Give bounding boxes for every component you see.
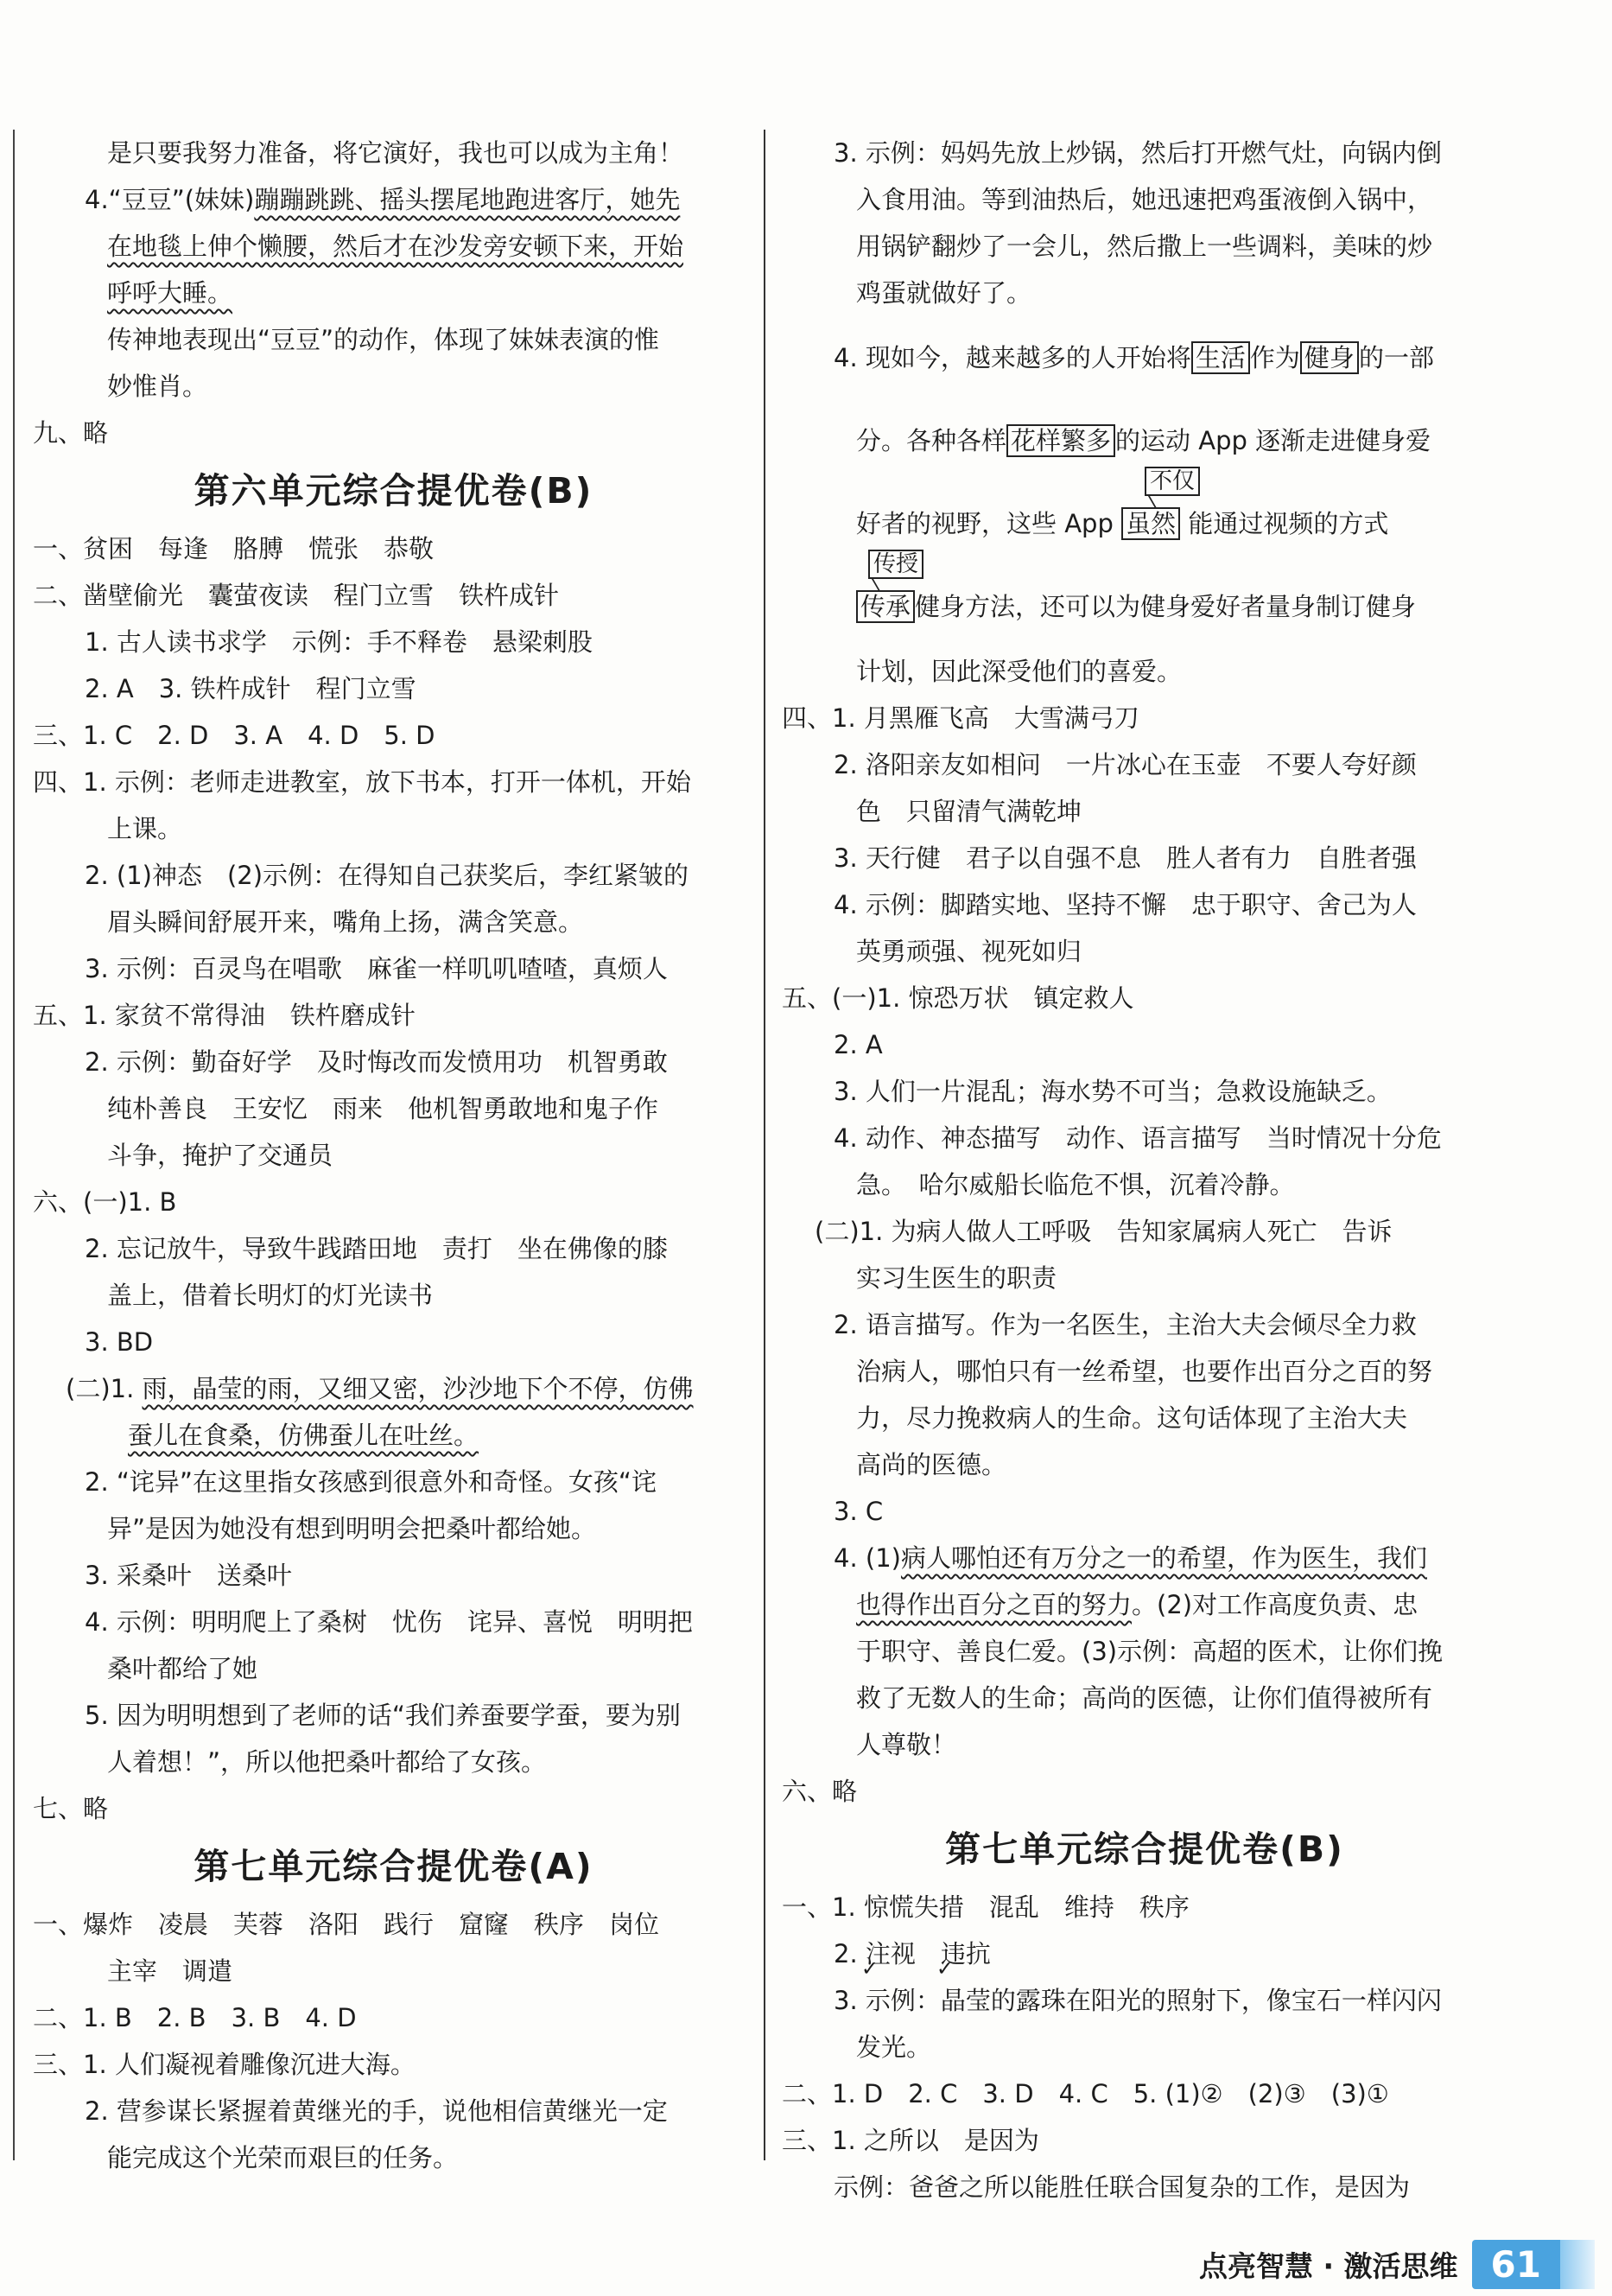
answer-line: 二、凿壁偷光 囊萤夜读 程门立雪 铁杵成针 <box>33 581 560 610</box>
answer-line: 二、1. D 2. C 3. D 4. C 5. (1)② (2)③ (3)① <box>782 2079 1389 2108</box>
answer-line: 斗争，掩护了交通员 <box>107 1141 333 1170</box>
answer-line: 3. BD <box>85 1327 154 1357</box>
answer-line: 3. 示例：妈妈先放上炒锅，然后打开燃气灶，向锅内倒 <box>834 138 1442 168</box>
answer-text: 抗 <box>965 1939 991 1968</box>
underlined-text: 也得作出百分之百的努力 <box>856 1590 1133 1619</box>
left-margin-rule <box>13 130 15 2160</box>
correction-insert: 不仅 <box>1145 467 1200 496</box>
page-number: 61 <box>1472 2240 1560 2289</box>
answer-line: 入食用油。等到油热后，她迅速把鸡蛋液倒入锅中， <box>856 185 1433 214</box>
answer-line: 2. (1)神态 (2)示例：在得知自己获奖后，李红紧皱的 <box>85 861 689 890</box>
answer-line: 异”是因为她没有想到明明会把桑叶都给她。 <box>107 1514 597 1543</box>
answer-line: 英勇顽强、视死如归 <box>856 937 1082 966</box>
boxed-word: 生活 <box>1191 341 1250 374</box>
answer-text: 。(2)对工作高度负责、忠 <box>1132 1590 1418 1619</box>
answer-line: 2. 营参谋长紧握着黄继光的手，说他相信黄继光一定 <box>85 2096 668 2126</box>
answer-line: 五、1. 家贫不常得油 铁杵磨成针 <box>33 1001 416 1030</box>
answer-line: 色 只留清气满乾坤 <box>856 797 1082 826</box>
underlined-text: 病人哪怕还有万分之一的希望，作为医生，我们 <box>900 1543 1427 1573</box>
answer-line: 人尊敬！ <box>856 1730 957 1759</box>
answer-line: 力，尽力挽救病人的生命。这句话体现了主治大夫 <box>856 1403 1408 1433</box>
answer-line: 4. 示例：明明爬上了桑树 忧伤 诧异、喜悦 明明把 <box>85 1607 693 1637</box>
answer-line: 三、1. 人们凝视着雕像沉进大海。 <box>33 2050 416 2079</box>
answer-line: 3. 示例：晶莹的露珠在阳光的照射下，像宝石一样闪闪 <box>834 1986 1442 2015</box>
answer-line: 二、1. B 2. B 3. B 4. D <box>33 2003 357 2032</box>
answer-line: 妙惟肖。 <box>107 372 208 401</box>
answer-text: 4.“豆豆”(妹妹) <box>85 185 255 214</box>
answer-line: 四、1. 示例：老师走进教室，放下书本，打开一体机，开始 <box>33 767 691 797</box>
answer-line: 实习生医生的职责 <box>856 1263 1057 1293</box>
answer-line <box>782 1581 1507 1628</box>
answer-line: 六、(一)1. B <box>33 1187 177 1217</box>
answer-line: 人着想！”，所以他把桑叶都给了女孩。 <box>107 1747 547 1777</box>
answer-line: 发光。 <box>856 2032 932 2062</box>
answer-line <box>33 1365 754 1412</box>
answer-line: 计划，因此深受他们的喜爱。 <box>856 657 1183 686</box>
answer-line: 九、略 <box>33 418 109 448</box>
answer-text: 的一部 <box>1358 343 1434 372</box>
answer-text: 2. 注 <box>834 1939 891 1968</box>
answer-text: 4. (1) <box>834 1543 901 1573</box>
answer-line: 一、贫困 每逢 胳膊 慌张 恭敬 <box>33 534 435 563</box>
page-footer <box>1199 2240 1560 2289</box>
answer-line <box>33 270 754 316</box>
right-column <box>782 130 1507 2210</box>
answer-line: 高尚的医德。 <box>856 1450 1007 1479</box>
answer-line: 3. 示例：百灵鸟在唱歌 麻雀一样叽叽喳喳，真烦人 <box>85 954 668 983</box>
answer-line: 2. A 3. 铁杵成针 程门立雪 <box>85 674 416 703</box>
answer-line: 六、略 <box>782 1777 858 1806</box>
answer-line: 示例：爸爸之所以能胜任联合国复杂的工作，是因为 <box>834 2172 1411 2202</box>
answer-line: 5. 因为明明想到了老师的话“我们养蚕要学蚕，要为别 <box>85 1701 681 1730</box>
answer-line: 四、1. 月黑雁飞高 大雪满弓刀 <box>782 703 1139 733</box>
answer-line: 七、略 <box>33 1794 109 1823</box>
answer-text: 好者的视野，这些 App <box>856 509 1122 538</box>
answer-line: 2. 语言描写。作为一名医生，主治大夫会倾尽全力救 <box>834 1310 1417 1339</box>
answer-line: 3. 天行健 君子以自强不息 胜人者有力 自胜者强 <box>834 843 1417 873</box>
answer-text: 能通过视频的方式 <box>1180 509 1389 538</box>
underlined-text: 雨，晶莹的雨，又细又密，沙沙地下个不停，仿佛 <box>142 1374 694 1403</box>
boxed-word: 健身 <box>1300 341 1359 374</box>
section-title: 第七单元综合提优卷(A) <box>194 1846 593 1887</box>
answer-line: 急。 哈尔威船长临危不惧，沉着冷静。 <box>856 1170 1295 1199</box>
answer-line: 盖上，借着长明灯的灯光读书 <box>107 1281 434 1310</box>
answer-text: 的运动 App 逐渐走进健身爱 <box>1115 426 1431 455</box>
answer-line <box>782 1930 1507 1977</box>
underlined-text: 蚕儿在食桑，仿佛蚕儿在吐丝。 <box>128 1421 479 1450</box>
answer-line <box>33 1412 754 1459</box>
answer-text: 4. 现如今，越来越多的人开始将 <box>834 343 1191 372</box>
answer-line: 纯朴善良 王安忆 雨来 他机智勇敢地和鬼子作 <box>107 1094 659 1123</box>
answer-line: 3. 人们一片混乱；海水势不可当；急救设施缺乏。 <box>834 1077 1392 1106</box>
answer-line: 是只要我努力准备，将它演好，我也可以成为主角！ <box>107 138 684 168</box>
answer-line: 三、1. C 2. D 3. A 4. D 5. D <box>33 721 435 750</box>
answer-line <box>33 176 754 223</box>
answer-line: 2. A <box>834 1030 883 1059</box>
answer-line <box>782 1535 1507 1581</box>
underlined-text: 蹦蹦跳跳、摇头摆尾地跑进客厅，她先 <box>254 185 681 214</box>
answer-line: 用锅铲翻炒了一会儿，然后撒上一些调料，美味的炒 <box>856 232 1433 261</box>
answer-line: 一、1. 惊慌失措 混乱 维持 秩序 <box>782 1892 1190 1922</box>
boxed-word: 花样繁多 <box>1006 424 1115 457</box>
answer-line: 一、爆炸 凌晨 芙蓉 洛阳 践行 窟窿 秩序 岗位 <box>33 1910 660 1939</box>
left-column <box>33 130 754 2181</box>
answer-text: (二)1. <box>66 1374 143 1403</box>
answer-line: 传神地表现出“豆豆”的动作，体现了妹妹表演的惟 <box>107 325 660 354</box>
answer-line: 4. 示例：脚踏实地、坚持不懈 忠于职守、舍己为人 <box>834 890 1417 919</box>
section-title: 第七单元综合提优卷(B) <box>945 1829 1344 1870</box>
footer-brand: 点亮智慧 · 激活思维 <box>1199 2249 1458 2283</box>
answer-text: 作为 <box>1249 343 1300 372</box>
answer-line: 桑叶都给了她 <box>107 1654 258 1683</box>
boxed-word: 虽然 <box>1121 507 1180 540</box>
answer-line: (二)1. 为病人做人工呼吸 告知家属病人死亡 告诉 <box>815 1217 1393 1246</box>
answer-line: 主宰 调遣 <box>107 1956 233 1986</box>
answer-text: 健身方法，还可以为健身爱好者量身制订健身 <box>915 592 1417 621</box>
answer-line: 三、1. 之所以 是因为 <box>782 2126 1039 2155</box>
answer-line <box>782 551 1507 648</box>
answer-line: 能完成这个光荣而艰巨的任务。 <box>107 2143 459 2172</box>
answer-line: 1. 古人读书求学 示例：手不释卷 悬梁刺股 <box>85 627 593 657</box>
answer-line: 上课。 <box>107 814 183 843</box>
answer-line: 2. “诧异”在这里指女孩感到很意外和奇怪。女孩“诧 <box>85 1467 657 1497</box>
answer-line: 3. C <box>834 1497 884 1526</box>
answer-line: 2. 洛阳亲友如相问 一片冰心在玉壶 不要人夸好颜 <box>834 750 1417 779</box>
answer-text: 分。各种各样 <box>856 426 1007 455</box>
column-divider <box>764 130 765 2160</box>
section-title: 第六单元综合提优卷(B) <box>194 470 593 512</box>
underlined-text: 呼呼大睡。 <box>107 278 233 308</box>
answer-text: 视 违 <box>890 1939 966 1968</box>
correction-insert: 传授 <box>868 550 923 579</box>
answer-line: 于职守、善良仁爱。(3)示例：高超的医术，让你们挽 <box>856 1637 1444 1666</box>
answer-line: 救了无数人的生命；高尚的医德，让你们值得被所有 <box>856 1683 1433 1713</box>
answer-line: 鸡蛋就做好了。 <box>856 278 1032 308</box>
answer-line: 2. 示例：勤奋好学 及时悔改而发愤用功 机智勇敢 <box>85 1047 668 1077</box>
underlined-text: 在地毯上伸个懒腰，然后才在沙发旁安顿下来，开始 <box>107 232 684 261</box>
answer-line <box>782 316 1507 399</box>
answer-line: 眉头瞬间舒展开来，嘴角上扬，满含笑意。 <box>107 907 584 937</box>
answer-line: 治病人，哪怕只有一丝希望，也要作出百分之百的努 <box>856 1357 1433 1386</box>
answer-line: 2. 忘记放牛，导致牛践踏田地 责打 坐在佛像的膝 <box>85 1234 668 1263</box>
answer-line <box>33 223 754 270</box>
answer-line: 4. 动作、神态描写 动作、语言描写 当时情况十分危 <box>834 1123 1442 1153</box>
boxed-word: 传承 <box>856 590 915 623</box>
answer-line: 五、(一)1. 惊恐万状 镇定救人 <box>782 983 1134 1013</box>
answer-line: 3. 采桑叶 送桑叶 <box>85 1561 292 1590</box>
